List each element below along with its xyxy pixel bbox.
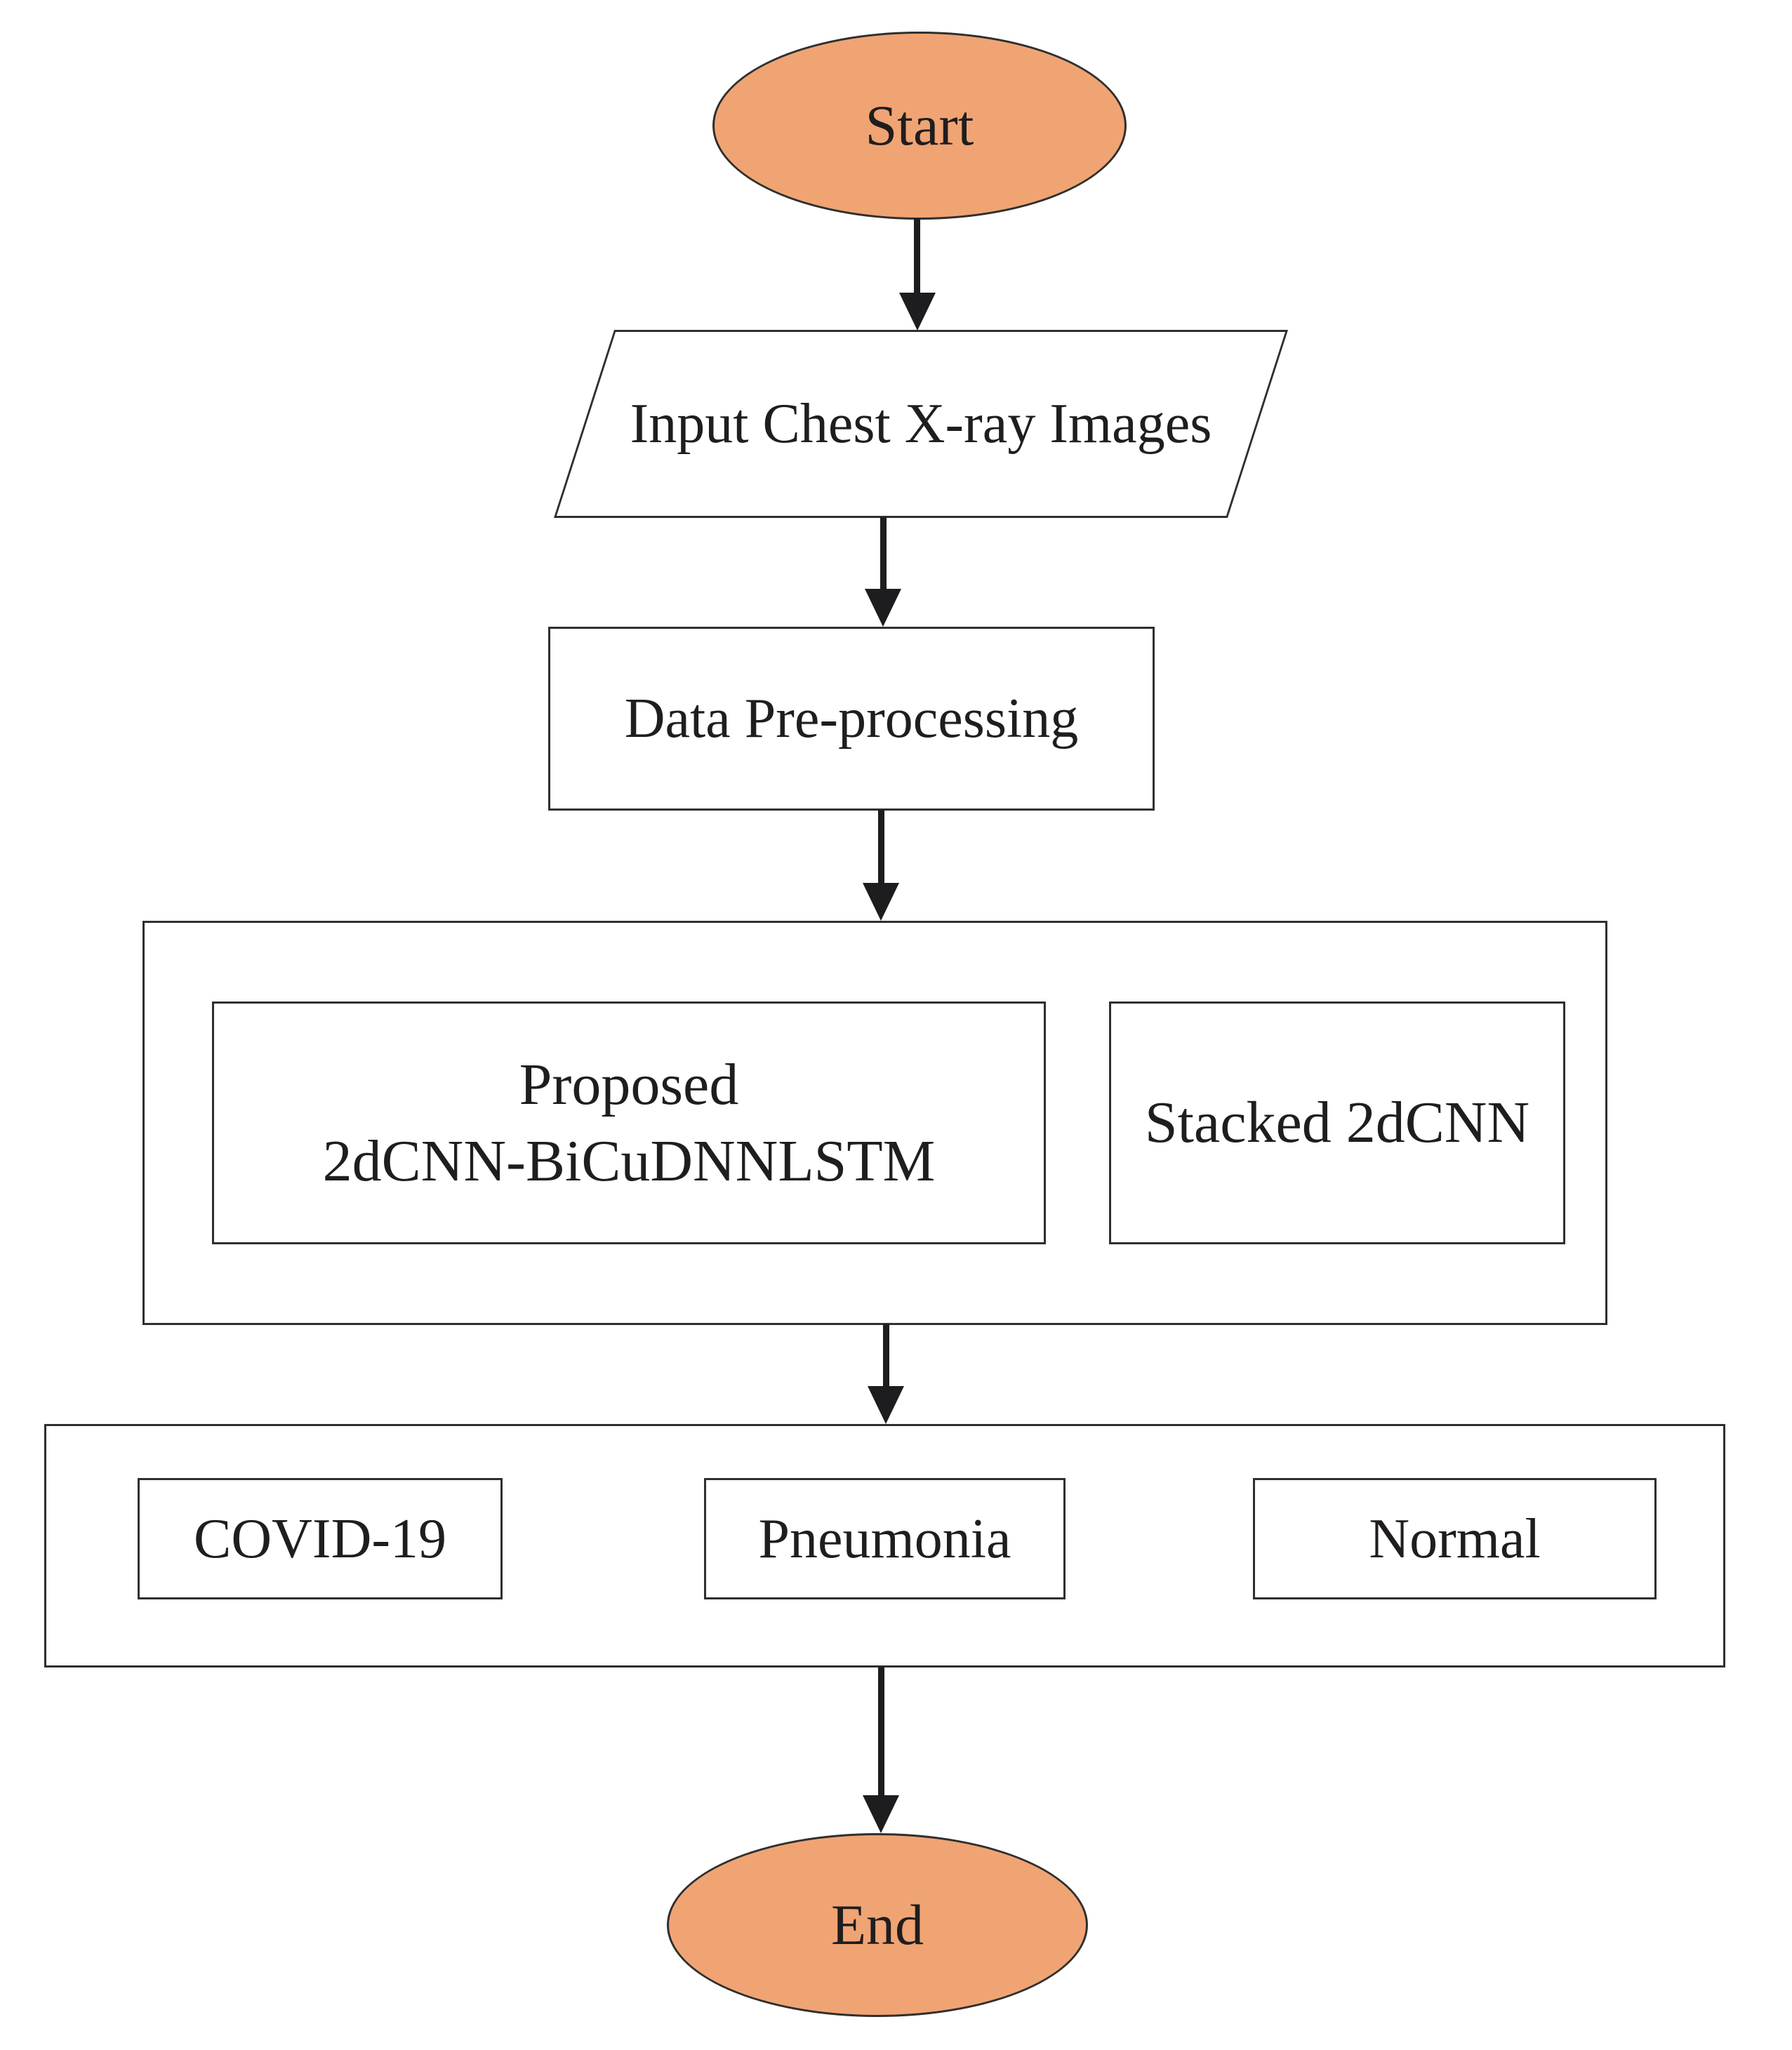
pneumonia-output-label: Pneumonia [758,1507,1011,1570]
arrow-stem [878,1667,884,1796]
preprocess-node [548,627,1155,811]
arrow-head-icon [865,589,901,627]
arrow-stem [880,517,887,590]
arrow-head-icon [863,1795,899,1833]
normal-output-label: Normal [1369,1507,1541,1570]
end-node [667,1833,1088,2017]
covid-output-label: COVID-19 [194,1507,446,1570]
stacked-model-label: Stacked 2dCNN [1144,1090,1530,1156]
proposed-model-node [212,1001,1046,1244]
input-label: Input Chest X-ray Images [630,393,1212,455]
stacked-model-node [1109,1001,1565,1244]
arrow-head-icon [868,1386,904,1424]
covid-output-node [138,1478,503,1599]
preprocess-label: Data Pre-processing [624,688,1079,750]
arrow-stem [878,810,884,884]
arrow-head-icon [899,293,936,331]
end-label: End [830,1892,924,1957]
arrow-stem [914,218,920,293]
proposed-model-label-line2: 2dCNN-BiCuDNNLSTM [322,1129,936,1194]
start-label: Start [865,93,974,157]
input-node [554,330,1288,518]
proposed-model-label-line1: Proposed [519,1051,739,1117]
arrow-stem [883,1324,889,1387]
start-node [712,32,1127,220]
arrow-head-icon [863,883,899,921]
pneumonia-output-node [704,1478,1066,1599]
normal-output-node [1253,1478,1657,1599]
